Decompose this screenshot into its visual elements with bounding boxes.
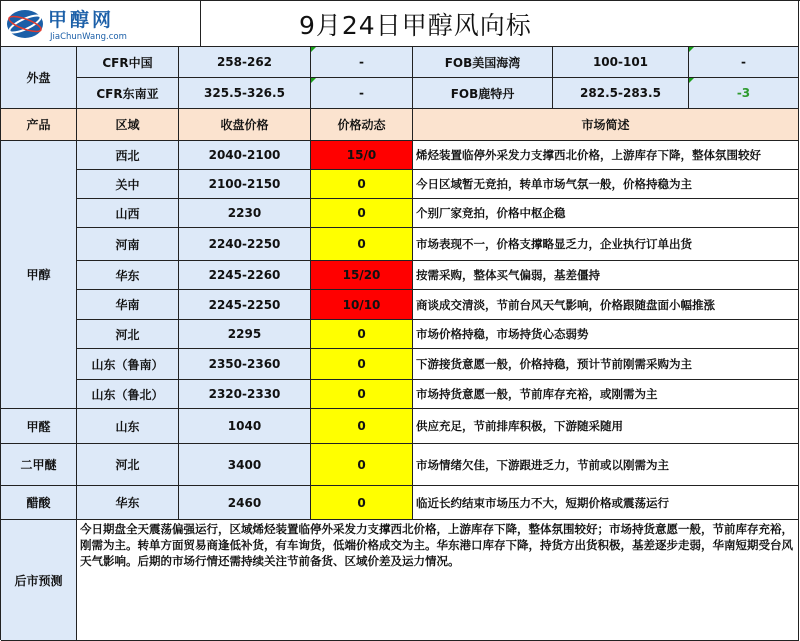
market-comment-cell: 市场价格持稳，市场持货心态弱势	[413, 320, 799, 349]
region-cell: 河北	[77, 444, 179, 486]
price-change-cell: 0	[311, 349, 413, 380]
region-cell: 山东（鲁南）	[77, 349, 179, 380]
outer-market-val-cell: 258-262	[179, 47, 311, 78]
region-cell: 山东（鲁北）	[77, 380, 179, 409]
price-change-cell: 0	[311, 228, 413, 261]
market-comment-cell: 市场表现不一，价格支撑略显乏力，企业执行订单出货	[413, 228, 799, 261]
product-name: 醋酸	[1, 486, 77, 520]
close-price-cell: 2320-2330	[179, 380, 311, 409]
logo-icon	[1, 1, 201, 47]
region-cell: 华东	[77, 486, 179, 520]
product-name: 二甲醚	[1, 444, 77, 486]
market-comment-cell: 供应充足，节前排库积极，下游随采随用	[413, 409, 799, 444]
close-price-cell: 2100-2150	[179, 170, 311, 199]
market-comment-cell: 烯烃装置临停外采发力支撑西北价格，上游库存下降，整体氛围较好	[413, 141, 799, 170]
price-change-cell: 0	[311, 486, 413, 520]
column-header-product: 产品	[1, 109, 77, 141]
outer-market-chg-cell: -	[689, 47, 799, 78]
logo-text: 甲醇网	[48, 9, 115, 31]
region-cell: 河北	[77, 320, 179, 349]
price-change-cell: 0	[311, 444, 413, 486]
price-change-cell: 15/0	[311, 141, 413, 170]
market-comment-cell: 临近长约结束市场压力不大，短期价格或震荡运行	[413, 486, 799, 520]
close-price-cell: 2460	[179, 486, 311, 520]
region-cell: 山东	[77, 409, 179, 444]
region-cell: 华南	[77, 290, 179, 320]
region-cell: 河南	[77, 228, 179, 261]
market-comment-cell: 下游接货意愿一般，价格持稳，预计节前刚需采购为主	[413, 349, 799, 380]
region-cell: 山西	[77, 199, 179, 228]
product-name: 甲醇	[1, 141, 77, 409]
column-header-change: 价格动态	[311, 109, 413, 141]
market-comment-cell: 按需采购，整体买气偏弱，基差僵持	[413, 261, 799, 290]
outer-market-name-cell: CFR中国	[77, 47, 179, 78]
cell-corner-mark	[689, 78, 694, 83]
price-change-cell: 0	[311, 170, 413, 199]
outer-market-label: 外盘	[1, 47, 77, 109]
region-cell: 关中	[77, 170, 179, 199]
cell-corner-mark	[311, 78, 316, 83]
region-cell: 西北	[77, 141, 179, 170]
outer-market-chg-cell: -3	[689, 78, 799, 109]
close-price-cell: 2230	[179, 199, 311, 228]
outer-market-name-cell: FOB美国海湾	[413, 47, 553, 78]
market-comment-cell: 市场持货意愿一般，节前库存充裕，或刚需为主	[413, 380, 799, 409]
close-price-cell: 2350-2360	[179, 349, 311, 380]
close-price-cell: 1040	[179, 409, 311, 444]
close-price-cell: 2040-2100	[179, 141, 311, 170]
close-price-cell: 3400	[179, 444, 311, 486]
market-comment-cell: 商谈成交清淡，节前台风天气影响，价格跟随盘面小幅推涨	[413, 290, 799, 320]
price-change-cell: 10/10	[311, 290, 413, 320]
outer-market-chg-cell: -	[311, 78, 413, 109]
logo-domain: JiaChunWang.com	[50, 32, 127, 42]
market-comment-cell: 今日区域暂无竞拍，转单市场气氛一般，价格持稳为主	[413, 170, 799, 199]
column-header-region: 区域	[77, 109, 179, 141]
product-name: 甲醛	[1, 409, 77, 444]
cell-corner-mark	[689, 47, 694, 52]
column-header-close: 收盘价格	[179, 109, 311, 141]
price-change-cell: 0	[311, 409, 413, 444]
price-change-cell: 0	[311, 199, 413, 228]
market-comment-cell: 个别厂家竞拍，价格中枢企稳	[413, 199, 799, 228]
close-price-cell: 2245-2250	[179, 290, 311, 320]
region-cell: 华东	[77, 261, 179, 290]
close-price-cell: 2245-2260	[179, 261, 311, 290]
logo	[1, 1, 201, 47]
forecast-text: 今日期盘全天震荡偏强运行，区域烯烃装置临停外采发力支撑西北价格，上游库存下降，整体氛围较好；市场持货意愿一般，节前库存充裕，刚需为主。转单方面贸易商逢低补货，有车询货，低端价格成交为主。华东港口库存下降，持货方出货积极，基差逐步走弱，华南短期受台风天气影响。后期的市场行情还需持续关注节前备货、区域价差及运力情况。	[77, 520, 799, 641]
price-change-cell: 0	[311, 380, 413, 409]
outer-market-val-cell: 100-101	[553, 47, 689, 78]
outer-market-chg-cell: -	[311, 47, 413, 78]
outer-market-name-cell: FOB鹿特丹	[413, 78, 553, 109]
price-change-cell: 0	[311, 320, 413, 349]
column-header-comment: 市场简述	[413, 109, 799, 141]
cell-corner-mark	[311, 47, 316, 52]
outer-market-val-cell: 282.5-283.5	[553, 78, 689, 109]
forecast-label: 后市预测	[1, 520, 77, 641]
price-change-cell: 15/20	[311, 261, 413, 290]
close-price-cell: 2240-2250	[179, 228, 311, 261]
outer-market-val-cell: 325.5-326.5	[179, 78, 311, 109]
close-price-cell: 2295	[179, 320, 311, 349]
market-comment-cell: 市场情绪欠佳，下游跟进乏力，节前或以刚需为主	[413, 444, 799, 486]
page-title: 9月24日甲醇风向标	[201, 1, 799, 47]
outer-market-name-cell: CFR东南亚	[77, 78, 179, 109]
